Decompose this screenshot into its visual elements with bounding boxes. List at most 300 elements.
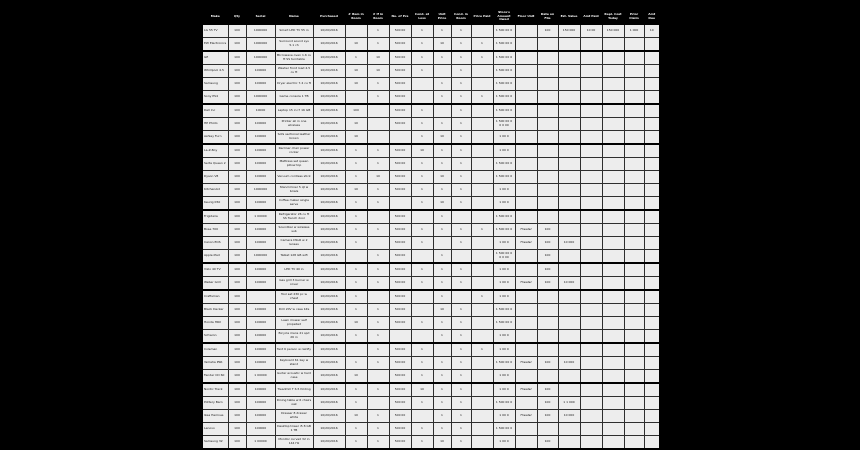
table-cell: 100 — [228, 78, 246, 91]
table-cell — [644, 65, 660, 78]
table-cell: Camera DSLR w 2 lenses — [275, 237, 313, 250]
table-cell: 100 — [228, 131, 246, 145]
table-cell: 100 — [228, 197, 246, 211]
table-cell: 1 00 0 — [493, 263, 515, 277]
table-cell — [644, 250, 660, 264]
table-cell: 1 — [451, 91, 471, 105]
table-cell: 500 00 — [389, 343, 411, 357]
table-cell: EW Electronics — [202, 38, 228, 52]
table-cell: 500 00 — [389, 118, 411, 131]
table-cell: 10 — [644, 24, 660, 38]
table-cell — [537, 38, 558, 52]
table-cell: 1 — [451, 51, 471, 65]
table-cell — [515, 91, 537, 105]
table-cell — [602, 144, 624, 158]
table-cell — [537, 290, 558, 304]
table-cell: 1 00000 — [246, 370, 275, 384]
table-row — [202, 423, 660, 436]
table-cell: 1 500 00 0 — [493, 357, 515, 370]
table-cell: 10/20/2016 — [313, 158, 345, 171]
table-cell: 500 00 — [389, 104, 411, 118]
table-cell — [580, 144, 602, 158]
table-cell: 1 — [345, 423, 367, 436]
table-cell: 100000 — [246, 224, 275, 237]
table-cell — [624, 250, 644, 264]
table-row — [202, 397, 660, 410]
table-cell: KitchenAid — [202, 184, 228, 197]
table-cell: Recliner chair power rocker — [275, 144, 313, 158]
table-cell: GE — [202, 51, 228, 65]
table-row — [202, 343, 660, 357]
table-cell: 1 — [471, 51, 493, 65]
table-cell: 500 00 — [389, 78, 411, 91]
table-cell — [537, 91, 558, 105]
table-cell: 10/20/2016 — [313, 397, 345, 410]
table-cell: 1 00 0 — [493, 410, 515, 423]
table-cell: 500 00 — [389, 38, 411, 52]
table-cell — [471, 410, 493, 423]
table-cell: 10/20/2016 — [313, 197, 345, 211]
table-cell — [558, 38, 580, 52]
table-cell: Game console 1 TB — [275, 91, 313, 105]
table-cell: Mattress set queen pillow top — [275, 158, 313, 171]
table-cell — [602, 290, 624, 304]
table-cell: 1 — [451, 104, 471, 118]
table-cell: 10/20/2016 — [313, 144, 345, 158]
table-cell: 100000 — [246, 144, 275, 158]
table-cell: 100 — [537, 410, 558, 423]
table-cell: 1 — [451, 24, 471, 38]
table-cell: 1 — [433, 91, 451, 105]
table-cell: Keurig K50 — [202, 197, 228, 211]
table-cell: 1 — [367, 91, 389, 105]
table-cell: 1 — [367, 357, 389, 370]
table-cell — [624, 210, 644, 224]
table-cell: 500 00 — [389, 224, 411, 237]
table-cell — [624, 171, 644, 184]
table-cell: Weber Grill — [202, 277, 228, 291]
table-cell: Theater — [515, 277, 537, 291]
table-cell: Vacuum cordless stick — [275, 171, 313, 184]
table-cell: Vizio 40 TV — [202, 263, 228, 277]
column-header: Name — [275, 9, 313, 24]
table-cell: 100 — [537, 397, 558, 410]
table-cell: 10 — [367, 171, 389, 184]
table-cell — [644, 104, 660, 118]
table-cell: 100 — [537, 263, 558, 277]
table-cell: 1 — [367, 184, 389, 197]
table-cell: 1 — [367, 423, 389, 436]
table-cell — [602, 263, 624, 277]
inventory-worksheet — [201, 8, 659, 450]
table-cell: 500 00 — [389, 65, 411, 78]
table-cell — [471, 184, 493, 197]
table-cell — [624, 104, 644, 118]
column-header: # Item in Room — [345, 9, 367, 24]
table-cell — [624, 184, 644, 197]
table-cell: 1 — [345, 51, 367, 65]
table-cell — [515, 330, 537, 344]
table-cell: Microwave oven 1.6 cu ft SS turntable — [275, 51, 313, 65]
table-cell: 1 — [471, 290, 493, 304]
table-cell: 10 — [345, 131, 367, 145]
table-row — [202, 410, 660, 423]
table-cell — [537, 78, 558, 91]
table-cell: 1 — [471, 224, 493, 237]
table-cell: 500 00 — [389, 410, 411, 423]
table-cell: 1 — [433, 144, 451, 158]
table-cell: Bicycle mens 21 spd 26 in — [275, 330, 313, 344]
table-cell — [602, 78, 624, 91]
table-cell: 500 00 — [389, 317, 411, 330]
table-cell: 10 — [345, 38, 367, 52]
table-cell: 100000 — [246, 423, 275, 436]
table-cell: Serta Queen 2 — [202, 158, 228, 171]
table-cell: 1 — [367, 158, 389, 171]
table-cell — [558, 423, 580, 436]
table-cell — [411, 210, 433, 224]
table-cell: 100000 — [246, 118, 275, 131]
table-row — [202, 171, 660, 184]
table-cell: 10 — [411, 383, 433, 397]
table-cell: 100000 — [246, 78, 275, 91]
table-cell: 1 500 00 0 — [493, 171, 515, 184]
table-cell — [367, 131, 389, 145]
table-cell: 10/20/2016 — [313, 263, 345, 277]
table-cell: 1 — [345, 171, 367, 184]
table-cell — [602, 158, 624, 171]
table-cell: 10 — [345, 410, 367, 423]
table-cell: 1 — [411, 357, 433, 370]
table-cell — [515, 158, 537, 171]
column-header: Purchased — [313, 9, 345, 24]
table-cell: 10 — [411, 144, 433, 158]
table-cell: 100 — [228, 210, 246, 224]
table-cell — [451, 290, 471, 304]
table-cell: Black Decker — [202, 304, 228, 317]
table-cell: 10 — [433, 436, 451, 450]
table-cell: 100 — [228, 250, 246, 264]
table-cell: Theater — [515, 410, 537, 423]
table-cell: 1000000 — [246, 51, 275, 65]
table-cell: 500 00 — [389, 423, 411, 436]
table-cell — [537, 343, 558, 357]
table-cell: 1 — [411, 263, 433, 277]
table-cell — [602, 224, 624, 237]
table-cell — [580, 197, 602, 211]
table-cell — [515, 104, 537, 118]
table-cell: 1 — [345, 277, 367, 291]
table-cell — [471, 144, 493, 158]
table-row — [202, 330, 660, 344]
table-cell: 1 00 0 — [493, 277, 515, 291]
table-cell: 1 — [451, 144, 471, 158]
table-cell — [602, 38, 624, 52]
table-cell — [558, 304, 580, 317]
table-cell — [644, 357, 660, 370]
column-header: Floor Unit — [515, 9, 537, 24]
column-header: Date on File — [537, 9, 558, 24]
table-cell: Soundbar w wireless sub — [275, 224, 313, 237]
table-cell: 1 500 00 0 — [493, 91, 515, 105]
table-cell — [602, 423, 624, 436]
table-cell: 1000000 — [246, 91, 275, 105]
table-cell — [624, 237, 644, 250]
table-cell: Stand mixer 5 qt w bowls — [275, 184, 313, 197]
table-cell — [537, 158, 558, 171]
table-cell — [624, 131, 644, 145]
table-cell: 500 00 — [389, 210, 411, 224]
table-cell — [602, 65, 624, 78]
table-cell: 1 500 00 0 — [493, 38, 515, 52]
table-cell — [515, 250, 537, 264]
table-cell: 1 — [411, 237, 433, 250]
table-cell: 1 — [367, 343, 389, 357]
table-cell: 1 00 0 — [493, 343, 515, 357]
table-cell: 1 — [345, 237, 367, 250]
table-cell — [602, 184, 624, 197]
table-cell — [624, 224, 644, 237]
table-cell — [389, 330, 411, 344]
table-cell — [471, 158, 493, 171]
table-cell — [580, 383, 602, 397]
table-cell: 10/20/2016 — [313, 304, 345, 317]
table-cell: 1 — [433, 397, 451, 410]
table-cell: Monitor curved 32 in 144 Hz — [275, 436, 313, 450]
table-cell: 1 — [411, 184, 433, 197]
table-cell — [515, 65, 537, 78]
table-cell — [580, 357, 602, 370]
table-cell — [471, 197, 493, 211]
table-cell — [602, 210, 624, 224]
table-cell — [471, 330, 493, 344]
table-cell: 100 — [228, 118, 246, 131]
table-cell: Sofa sectional leather brown — [275, 131, 313, 145]
table-cell: 10 — [345, 65, 367, 78]
table-cell: 1000000 — [246, 24, 275, 38]
table-cell — [624, 317, 644, 330]
table-cell — [624, 397, 644, 410]
table-cell: 100 — [228, 65, 246, 78]
table-cell: 100000 — [246, 383, 275, 397]
table-cell: Craftsman — [202, 290, 228, 304]
table-cell: 1 — [367, 38, 389, 52]
table-cell: La-Z-Boy — [202, 144, 228, 158]
table-cell: Coleman — [202, 343, 228, 357]
table-cell: 1 — [411, 38, 433, 52]
table-cell — [602, 277, 624, 291]
table-cell: 500 00 — [389, 184, 411, 197]
table-cell: 100 — [228, 184, 246, 197]
table-cell: 1 — [345, 436, 367, 450]
table-cell — [471, 118, 493, 131]
table-cell — [602, 343, 624, 357]
table-cell: 1 1 000 — [558, 397, 580, 410]
table-cell — [624, 383, 644, 397]
table-cell — [558, 118, 580, 131]
table-cell — [433, 237, 451, 250]
table-cell — [558, 65, 580, 78]
table-cell — [644, 277, 660, 291]
table-cell — [644, 317, 660, 330]
table-cell: Honda HRX — [202, 317, 228, 330]
table-cell: 100 — [228, 330, 246, 344]
table-cell: 1 — [451, 38, 471, 52]
table-cell — [558, 250, 580, 264]
table-cell: Nordic Track — [202, 383, 228, 397]
table-cell: 100000 — [246, 263, 275, 277]
table-cell: 10/20/2016 — [313, 370, 345, 384]
table-cell — [515, 197, 537, 211]
table-cell: 1 — [433, 263, 451, 277]
table-cell: Tent 6 person w rainfly — [275, 343, 313, 357]
table-cell: 10/20/2016 — [313, 290, 345, 304]
table-cell — [624, 370, 644, 384]
table-cell: 1 — [451, 343, 471, 357]
table-cell: 10 000 — [558, 410, 580, 423]
table-cell: 100 — [228, 410, 246, 423]
table-cell — [515, 304, 537, 317]
table-cell — [537, 51, 558, 65]
table-cell: 1 00 0 — [493, 290, 515, 304]
column-header: Cond. at Loss — [411, 9, 433, 24]
table-row — [202, 290, 660, 304]
table-cell — [537, 131, 558, 145]
table-cell: Bose 700 — [202, 224, 228, 237]
table-cell: Sony PS4 — [202, 91, 228, 105]
table-cell — [644, 144, 660, 158]
table-cell: 100 — [228, 397, 246, 410]
table-cell — [558, 317, 580, 330]
table-cell: 1 — [433, 210, 451, 224]
table-cell — [558, 383, 580, 397]
table-cell: 100000 — [246, 317, 275, 330]
table-cell — [558, 171, 580, 184]
table-cell — [471, 171, 493, 184]
table-cell: 10/20/2016 — [313, 250, 345, 264]
table-cell — [515, 38, 537, 52]
table-cell: 100 — [228, 51, 246, 65]
table-cell: 100 — [228, 357, 246, 370]
table-cell — [580, 131, 602, 145]
table-cell: 1 — [451, 65, 471, 78]
table-cell — [644, 237, 660, 250]
table-cell: 100000 — [246, 158, 275, 171]
table-cell: 1 — [451, 423, 471, 436]
table-cell: 100000 — [246, 171, 275, 184]
table-cell: 500 00 — [389, 158, 411, 171]
table-cell: Laptop 15 in i7 16 GB — [275, 104, 313, 118]
table-cell: 1 00 0 — [493, 184, 515, 197]
table-cell: 1 — [451, 171, 471, 184]
table-cell — [624, 65, 644, 78]
table-cell: 1 00 0 — [493, 436, 515, 450]
table-cell: 1 — [433, 24, 451, 38]
table-cell: 1 — [451, 224, 471, 237]
table-cell — [537, 304, 558, 317]
table-cell: Desktop tower i5 8 GB 1 TB — [275, 423, 313, 436]
table-row — [202, 91, 660, 105]
table-cell — [624, 330, 644, 344]
column-header: Cond. in Room — [451, 9, 471, 24]
table-cell: LED TV 40 in — [275, 263, 313, 277]
table-cell: 1 — [433, 317, 451, 330]
table-cell: 10/20/2016 — [313, 317, 345, 330]
table-cell — [644, 197, 660, 211]
table-cell — [471, 263, 493, 277]
table-cell: 1 — [411, 224, 433, 237]
table-cell: 1 — [411, 118, 433, 131]
table-cell: 1 — [451, 383, 471, 397]
table-cell — [580, 78, 602, 91]
table-cell: 100 — [228, 383, 246, 397]
table-cell: 1 500 00 0 — [493, 224, 515, 237]
table-cell — [580, 51, 602, 65]
table-cell: 1 — [451, 410, 471, 423]
column-header: # If in Room — [367, 9, 389, 24]
table-cell — [515, 436, 537, 450]
table-cell — [580, 370, 602, 384]
table-cell — [367, 370, 389, 384]
table-cell — [602, 250, 624, 264]
table-cell: Coffee maker single serve — [275, 197, 313, 211]
table-cell: 1 — [451, 370, 471, 384]
table-cell: 1 — [367, 78, 389, 91]
table-cell: 1 — [411, 197, 433, 211]
table-cell: 10/20/2016 — [313, 65, 345, 78]
table-cell: 500 00 — [389, 144, 411, 158]
table-cell: 1 — [345, 330, 367, 344]
table-cell — [580, 436, 602, 450]
table-cell — [644, 184, 660, 197]
table-row — [202, 38, 660, 52]
table-cell: 1 — [433, 158, 451, 171]
table-cell: 10 000 — [558, 277, 580, 291]
table-cell: 100 — [537, 24, 558, 38]
table-cell: 1 500 00 0 — [493, 423, 515, 436]
table-cell: 100 — [537, 357, 558, 370]
table-cell: 500 00 — [389, 304, 411, 317]
table-cell: 100 — [228, 24, 246, 38]
table-cell: 1 — [433, 224, 451, 237]
table-row — [202, 131, 660, 145]
table-cell: Schwinn — [202, 330, 228, 344]
table-cell: 1000000 — [246, 184, 275, 197]
table-cell: Frigidaire — [202, 210, 228, 224]
column-header: Serial — [246, 9, 275, 24]
table-cell: 10 — [433, 197, 451, 211]
table-cell — [644, 383, 660, 397]
table-row — [202, 263, 660, 277]
table-cell — [624, 263, 644, 277]
table-cell: 500 00 — [389, 397, 411, 410]
table-cell: 500 00 — [389, 171, 411, 184]
table-row — [202, 370, 660, 384]
table-cell: 1 — [367, 277, 389, 291]
table-cell — [644, 304, 660, 317]
table-cell: 100 — [228, 263, 246, 277]
table-cell — [558, 104, 580, 118]
table-cell — [411, 78, 433, 91]
table-cell: 100 — [537, 277, 558, 291]
table-cell — [246, 290, 275, 304]
table-cell: 500 00 — [389, 24, 411, 38]
table-cell — [624, 357, 644, 370]
table-cell — [602, 397, 624, 410]
table-cell: 100 — [228, 38, 246, 52]
table-cell — [580, 343, 602, 357]
table-cell — [411, 304, 433, 317]
